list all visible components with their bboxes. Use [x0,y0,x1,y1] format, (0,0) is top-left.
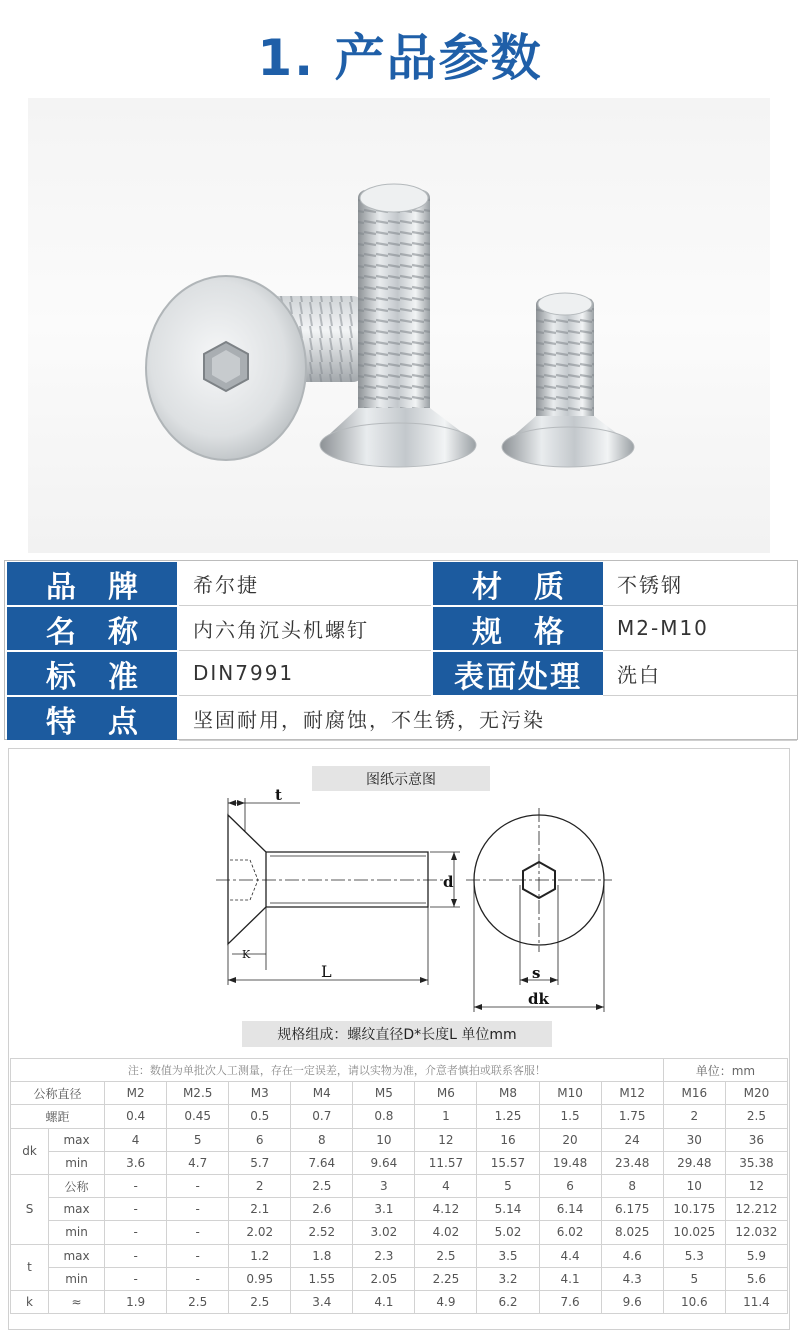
header-row [11,1082,788,1105]
value-cell: 0.8 [353,1105,415,1128]
value-cell: 4.1 [353,1290,415,1313]
value-cell: 3.5 [477,1244,539,1267]
value-cell: 4.7 [167,1151,229,1174]
value-cell: 11.4 [725,1290,787,1313]
value-cell: - [167,1198,229,1221]
spec-composition-caption: 规格组成：螺纹直径D*长度L 单位mm [242,1021,552,1047]
spec-value: 不锈钢 [603,561,797,606]
value-cell: 2.1 [229,1198,291,1221]
value-cell: 5.7 [229,1151,291,1174]
value-cell: 3 [353,1174,415,1197]
table-row [11,1105,788,1128]
value-cell: 0.5 [229,1105,291,1128]
value-cell: 2.5 [229,1290,291,1313]
value-cell: 2.05 [353,1267,415,1290]
value-cell: 4 [415,1174,477,1197]
spec-value: DIN7991 [179,651,431,696]
value-cell: 12.032 [725,1221,787,1244]
value-cell: 6.02 [539,1221,601,1244]
value-cell: 0.45 [167,1105,229,1128]
value-cell: 2.52 [291,1221,353,1244]
value-cell: 7.6 [539,1290,601,1313]
value-cell: 11.57 [415,1151,477,1174]
value-cell: 4.4 [539,1244,601,1267]
value-cell: 8 [601,1174,663,1197]
table-row [11,1151,788,1174]
value-cell: 8.025 [601,1221,663,1244]
value-cell: - [167,1267,229,1290]
table-row [11,1198,788,1221]
row-sub: max [49,1244,105,1267]
value-cell: 12.212 [725,1198,787,1221]
value-cell: 36 [725,1128,787,1151]
label-d: d [443,873,454,891]
value-cell: 5.3 [663,1244,725,1267]
value-cell: 23.48 [601,1151,663,1174]
label-s: s [532,964,541,982]
label-t: t [275,786,282,804]
size-header: M12 [601,1082,663,1105]
value-cell: 2.3 [353,1244,415,1267]
label-dk: dk [528,990,549,1008]
value-cell: 10 [663,1174,725,1197]
value-cell: 2.02 [229,1221,291,1244]
value-cell: 5.02 [477,1221,539,1244]
row-group: S [11,1174,49,1244]
value-cell: 5 [477,1174,539,1197]
value-cell: 2.5 [167,1290,229,1313]
spec-key: 材质 [433,562,603,605]
spec-key: 品牌 [7,562,177,605]
value-cell: 6 [229,1128,291,1151]
spec-key: 表面处理 [433,652,603,695]
table-row [11,1267,788,1290]
value-cell: - [105,1244,167,1267]
value-cell: 6.14 [539,1198,601,1221]
row-sub: ≈ [49,1290,105,1313]
value-cell: 2 [229,1174,291,1197]
value-cell: - [167,1244,229,1267]
value-cell: 0.7 [291,1105,353,1128]
value-cell: 5 [167,1128,229,1151]
row-sub: 公称 [49,1174,105,1197]
size-header: M5 [353,1082,415,1105]
row-sub: min [49,1151,105,1174]
table-row [11,1290,788,1313]
value-cell: 5.6 [725,1267,787,1290]
value-cell: 1.55 [291,1267,353,1290]
table-row [11,1221,788,1244]
value-cell: 4.02 [415,1221,477,1244]
table-note: 注：数值为单批次人工测量，存在一定误差，请以实物为准，介意者慎拍或联系客服！ [11,1059,664,1082]
spec-key: 名称 [7,607,177,650]
row-group: dk [11,1128,49,1174]
value-cell: 5.14 [477,1198,539,1221]
value-cell: 3.6 [105,1151,167,1174]
value-cell: 4.3 [601,1267,663,1290]
value-cell: 5.9 [725,1244,787,1267]
value-cell: - [167,1174,229,1197]
value-cell: - [105,1221,167,1244]
value-cell: - [105,1267,167,1290]
row-label: 螺距 [11,1105,105,1128]
label-k: K [242,948,251,961]
value-cell: 3.2 [477,1267,539,1290]
spec-value: 内六角沉头机螺钉 [179,606,431,651]
note-row [11,1059,788,1082]
value-cell: 10.6 [663,1290,725,1313]
drawing-caption: 图纸示意图 [312,766,490,791]
label-l: L [321,962,332,981]
size-header: M3 [229,1082,291,1105]
table-row [11,1174,788,1197]
size-header: M10 [539,1082,601,1105]
value-cell: 10.175 [663,1198,725,1221]
value-cell: 24 [601,1128,663,1151]
value-cell: 8 [291,1128,353,1151]
value-cell: 12 [415,1128,477,1151]
row-sub: min [49,1221,105,1244]
size-header: M16 [663,1082,725,1105]
value-cell: 9.6 [601,1290,663,1313]
value-cell: 1.25 [477,1105,539,1128]
value-cell: 19.48 [539,1151,601,1174]
page-title: 1. 产品参数 [257,29,543,87]
value-cell: 1 [415,1105,477,1128]
value-cell: 10 [353,1128,415,1151]
value-cell: 10.025 [663,1221,725,1244]
value-cell: 12 [725,1174,787,1197]
row-group: k [11,1290,49,1313]
value-cell: 5 [663,1267,725,1290]
size-header: M20 [725,1082,787,1105]
value-cell: 1.9 [105,1290,167,1313]
value-cell: 6 [539,1174,601,1197]
size-header: M4 [291,1082,353,1105]
value-cell: 1.5 [539,1105,601,1128]
value-cell: - [105,1198,167,1221]
spec-value: 希尔捷 [179,561,431,606]
value-cell: 4.1 [539,1267,601,1290]
value-cell: 3.02 [353,1221,415,1244]
dimension-table [10,1058,788,1314]
value-cell: 1.2 [229,1244,291,1267]
spec-key: 特点 [7,697,177,740]
table-row [11,1128,788,1151]
value-cell: 4.12 [415,1198,477,1221]
value-cell: 35.38 [725,1151,787,1174]
spec-key: 规格 [433,607,603,650]
value-cell: 0.4 [105,1105,167,1128]
value-cell: 1.8 [291,1244,353,1267]
value-cell: 9.64 [353,1151,415,1174]
spec-key: 标准 [7,652,177,695]
value-cell: 2.5 [725,1105,787,1128]
size-header: M2 [105,1082,167,1105]
table-unit: 单位：mm [663,1059,787,1082]
value-cell: 15.57 [477,1151,539,1174]
value-cell: 2 [663,1105,725,1128]
table-row [11,1244,788,1267]
value-cell: 20 [539,1128,601,1151]
value-cell: - [167,1221,229,1244]
value-cell: 0.95 [229,1267,291,1290]
size-header: M8 [477,1082,539,1105]
value-cell: 16 [477,1128,539,1151]
value-cell: 4 [105,1128,167,1151]
value-cell: 4.6 [601,1244,663,1267]
row-group: t [11,1244,49,1290]
value-cell: 2.5 [415,1244,477,1267]
value-cell: 7.64 [291,1151,353,1174]
size-header: M6 [415,1082,477,1105]
value-cell: 30 [663,1128,725,1151]
row-sub: max [49,1128,105,1151]
value-cell: 29.48 [663,1151,725,1174]
row-sub: max [49,1198,105,1221]
value-cell: 3.1 [353,1198,415,1221]
value-cell: 1.75 [601,1105,663,1128]
value-cell: 2.6 [291,1198,353,1221]
value-cell: 4.9 [415,1290,477,1313]
size-header: M2.5 [167,1082,229,1105]
value-cell: - [105,1174,167,1197]
row-sub: min [49,1267,105,1290]
value-cell: 2.5 [291,1174,353,1197]
value-cell: 3.4 [291,1290,353,1313]
value-cell: 6.2 [477,1290,539,1313]
spec-value: 洗白 [603,651,797,696]
spec-value: 坚固耐用，耐腐蚀，不生锈，无污染 [179,696,797,741]
value-cell: 6.175 [601,1198,663,1221]
value-cell: 2.25 [415,1267,477,1290]
header-label: 公称直径 [11,1082,105,1105]
spec-value: M2-M10 [603,606,797,651]
